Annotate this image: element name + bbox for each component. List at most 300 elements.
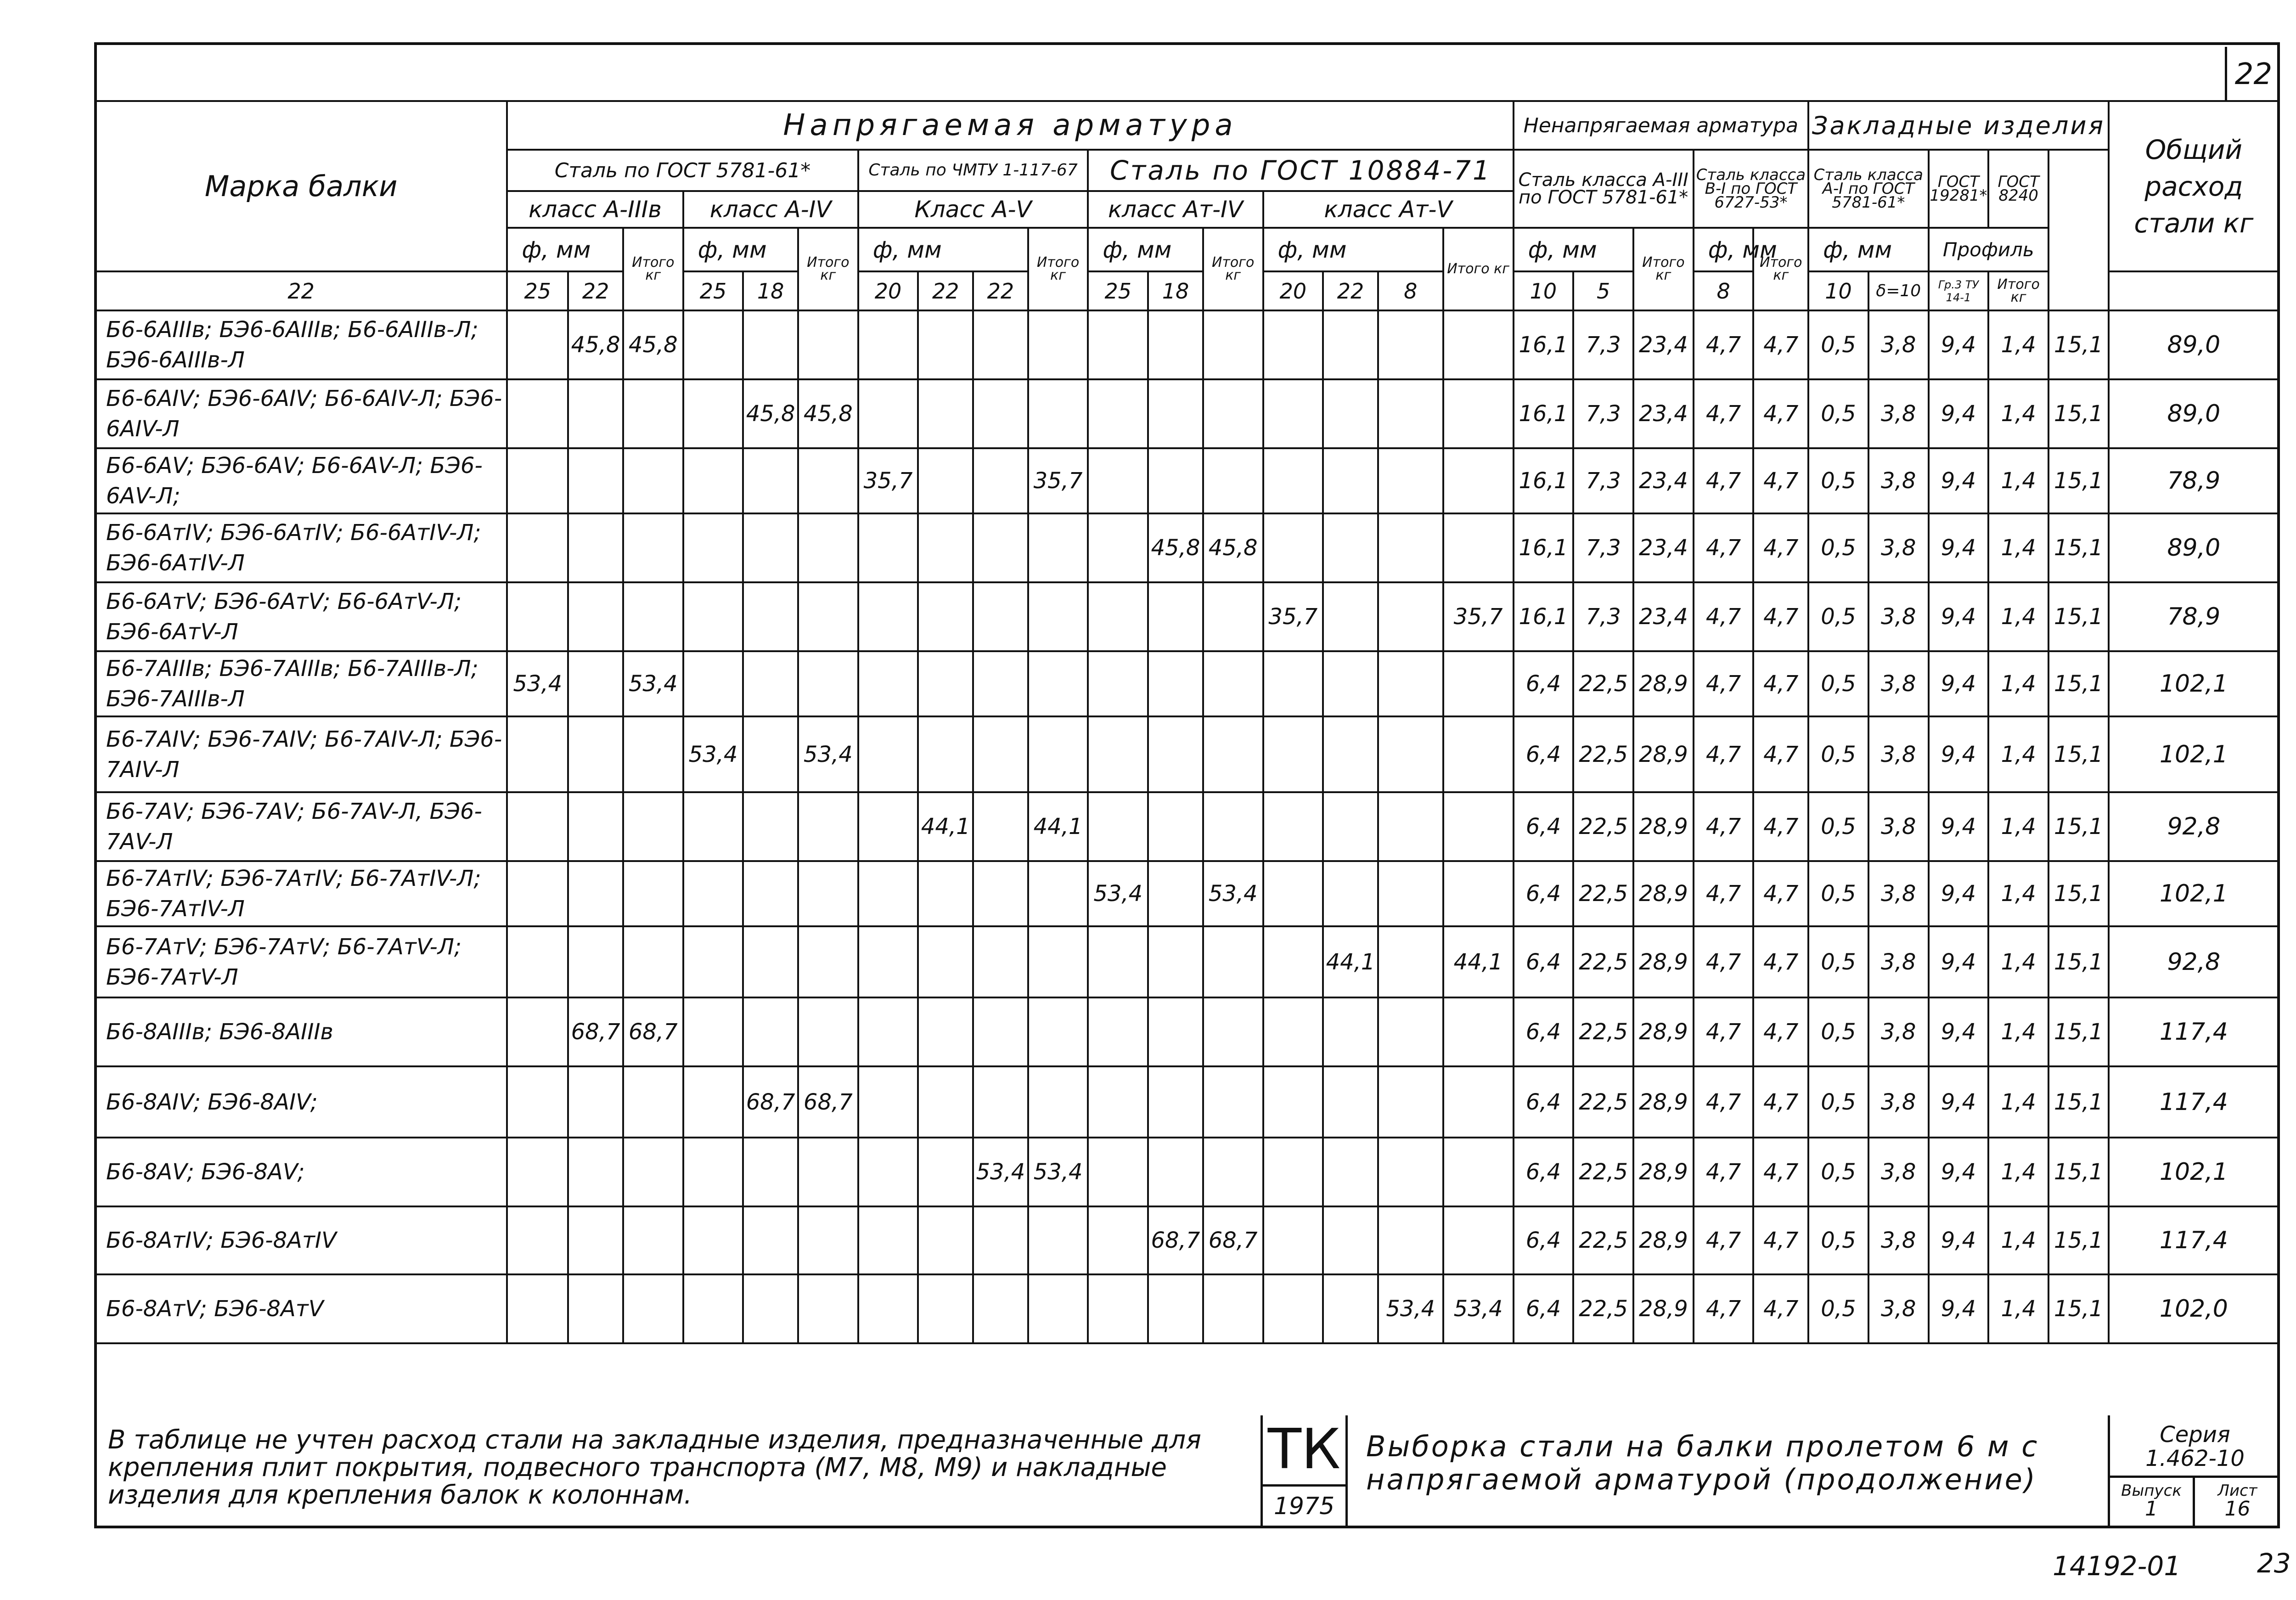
table-cell: 117,4 <box>2109 997 2279 1066</box>
table-cell <box>683 1138 743 1206</box>
table-cell <box>858 1066 918 1138</box>
table-cell <box>1088 926 1148 997</box>
table-cell: 3,8 <box>1868 792 1929 861</box>
table-cell <box>858 379 918 448</box>
table-cell <box>918 1206 973 1274</box>
table-cell: 0,5 <box>1808 513 1868 582</box>
table-cell: 15,1 <box>2048 861 2109 926</box>
table-cell <box>918 1066 973 1138</box>
row-marka: Б6-6АIV; БЭ6-6АIV; Б6-6АIV-Л; БЭ6-6АIV-Л <box>95 379 507 448</box>
table-cell: 44,1 <box>1443 926 1514 997</box>
table-cell: 1,4 <box>1988 513 2048 582</box>
table-cell <box>1088 310 1148 379</box>
table-cell <box>683 379 743 448</box>
table-cell: 89,0 <box>2109 513 2279 582</box>
table-cell <box>1263 379 1323 448</box>
table-cell <box>858 310 918 379</box>
table-cell: 3,8 <box>1868 997 1929 1066</box>
series-label: Серия <box>2160 1422 2230 1448</box>
table-cell <box>1028 651 1088 716</box>
table-cell <box>743 651 798 716</box>
table-cell <box>973 1066 1028 1138</box>
table-cell: 3,8 <box>1868 310 1929 379</box>
table-cell <box>1028 310 1088 379</box>
table-cell: 4,7 <box>1694 1274 1754 1343</box>
table-cell: 28,9 <box>1633 1206 1694 1274</box>
table-cell: 15,1 <box>2048 310 2109 379</box>
table-cell <box>1378 926 1443 997</box>
table-cell: 6,4 <box>1514 1274 1574 1343</box>
table-cell: 4,7 <box>1694 861 1754 926</box>
table-cell <box>1088 448 1148 513</box>
table-cell <box>1148 582 1203 651</box>
table-cell <box>623 1138 683 1206</box>
table-row <box>95 926 2279 997</box>
table-cell <box>1323 379 1378 448</box>
table-cell: 44,1 <box>1028 792 1088 861</box>
table-cell <box>1378 448 1443 513</box>
table-cell <box>918 716 973 792</box>
table-cell <box>798 310 858 379</box>
table-cell: 6,4 <box>1514 651 1574 716</box>
table-cell: 15,1 <box>2048 651 2109 716</box>
table-row <box>95 1138 2279 1206</box>
table-cell <box>683 310 743 379</box>
table-cell <box>918 1138 973 1206</box>
table-cell <box>1088 716 1148 792</box>
row-marka: Б6-7АтIV; БЭ6-7АтIV; Б6-7АтIV-Л; БЭ6-7АтIV-Л <box>95 861 507 926</box>
table-cell <box>1088 792 1148 861</box>
table-cell <box>568 926 623 997</box>
header-gost5781: Сталь по ГОСТ 5781-61* <box>507 150 858 191</box>
table-cell: 102,1 <box>2109 716 2279 792</box>
header-d22-aiiib: 22 <box>95 271 507 310</box>
table-cell: 7,3 <box>1573 379 1633 448</box>
header-d22-ativ: 22 <box>973 271 1028 310</box>
table-cell <box>1263 513 1323 582</box>
table-cell <box>623 513 683 582</box>
header-d22-av: 22 <box>918 271 973 310</box>
table-cell: 0,5 <box>1808 379 1868 448</box>
table-cell <box>743 310 798 379</box>
header-d25-ativ: 25 <box>1088 271 1148 310</box>
table-cell <box>743 716 798 792</box>
table-cell: 4,7 <box>1753 1066 1808 1138</box>
table-cell <box>568 379 623 448</box>
table-cell <box>1323 651 1378 716</box>
sheet-cell <box>2195 1478 2280 1528</box>
table-cell <box>1443 651 1514 716</box>
table-cell <box>1323 997 1378 1066</box>
table-cell <box>1203 926 1263 997</box>
table-cell: 53,4 <box>1088 861 1148 926</box>
table-cell: 23,4 <box>1633 582 1694 651</box>
issue-value: 1 <box>2145 1497 2158 1521</box>
table-cell: 4,7 <box>1753 1138 1808 1206</box>
table-cell <box>1028 1274 1088 1343</box>
table-cell: 4,7 <box>1753 310 1808 379</box>
header-phi-aiv: ф, мм <box>683 228 798 271</box>
table-cell: 9,4 <box>1929 1206 1989 1274</box>
table-cell <box>1323 448 1378 513</box>
table-cell: 16,1 <box>1514 582 1574 651</box>
table-cell: 22,5 <box>1573 1206 1633 1274</box>
table-cell: 7,3 <box>1573 310 1633 379</box>
table-cell: 92,8 <box>2109 926 2279 997</box>
table-cell: 117,4 <box>2109 1206 2279 1274</box>
sheet-value: 16 <box>2224 1497 2251 1521</box>
table-cell: 9,4 <box>1929 716 1989 792</box>
header-d5-bi: 5 <box>1573 271 1633 310</box>
table-cell: 1,4 <box>1988 310 2048 379</box>
table-cell: 23,4 <box>1633 379 1694 448</box>
table-cell <box>918 651 973 716</box>
table-cell: 53,4 <box>623 651 683 716</box>
table-cell <box>683 1066 743 1138</box>
sheet-label: Лист <box>2217 1482 2257 1500</box>
table-cell <box>683 513 743 582</box>
table-cell <box>568 1206 623 1274</box>
table-cell: 9,4 <box>1929 861 1989 926</box>
table-cell: 16,1 <box>1514 379 1574 448</box>
table-cell: 15,1 <box>2048 997 2109 1066</box>
table-cell: 117,4 <box>2109 1066 2279 1138</box>
table-cell <box>1088 1138 1148 1206</box>
table-cell: 9,4 <box>1929 792 1989 861</box>
table-cell <box>1323 792 1378 861</box>
header-class-aiiib: класс А-IIIв <box>507 191 683 228</box>
publisher-block <box>1261 1415 1348 1528</box>
table-cell <box>507 379 568 448</box>
table-cell <box>1263 997 1323 1066</box>
header-total-ativ: Итого кг <box>1203 228 1263 310</box>
table-cell <box>1148 1138 1203 1206</box>
header-d10-aiii: 10 <box>1514 271 1574 310</box>
table-cell <box>623 792 683 861</box>
table-cell <box>798 651 858 716</box>
table-cell <box>918 861 973 926</box>
header-class-atv: класс Ат-V <box>1263 191 1514 228</box>
table-cell <box>1263 716 1323 792</box>
table-cell <box>507 997 568 1066</box>
table-cell <box>743 582 798 651</box>
table-cell: 0,5 <box>1808 1066 1868 1138</box>
table-cell <box>798 448 858 513</box>
table-cell <box>568 792 623 861</box>
table-cell <box>1203 448 1263 513</box>
table-cell <box>918 310 973 379</box>
table-cell: 4,7 <box>1753 448 1808 513</box>
header-total-bi: Итого кг <box>1753 228 1808 310</box>
table-cell <box>743 997 798 1066</box>
header-total-atv: Итого кг <box>1443 228 1514 310</box>
row-marka: Б6-6АIIIв; БЭ6-6АIIIв; Б6-6АIIIв-Л; БЭ6-6АIIIв-Л <box>95 310 507 379</box>
sheet-title: Выборка стали на балки пролетом 6 м с напрягаемой арматурой (продолжение) <box>1366 1430 2039 1496</box>
header-steel-ai-emb: Сталь класса А-I по ГОСТ 5781-61* <box>1808 150 1928 228</box>
table-cell <box>1203 310 1263 379</box>
row-marka: Б6-7АIV; БЭ6-7АIV; Б6-7АIV-Л; БЭ6-7АIV-Л <box>95 716 507 792</box>
table-cell: 4,7 <box>1694 379 1754 448</box>
table-row <box>95 582 2279 651</box>
table-cell: 6,4 <box>1514 1138 1574 1206</box>
table-cell <box>1148 651 1203 716</box>
table-cell <box>1088 582 1148 651</box>
table-cell <box>743 926 798 997</box>
table-cell <box>1378 716 1443 792</box>
table-cell <box>1028 379 1088 448</box>
table-cell: 9,4 <box>1929 1274 1989 1343</box>
table-cell <box>1443 716 1514 792</box>
table-cell: 9,4 <box>1929 997 1989 1066</box>
table-cell: 15,1 <box>2048 379 2109 448</box>
table-row <box>95 310 2279 379</box>
header-total-av: Итого кг <box>1028 228 1088 310</box>
table-cell <box>973 513 1028 582</box>
table-cell <box>1088 1274 1148 1343</box>
table-cell <box>798 1274 858 1343</box>
table-cell: 4,7 <box>1694 1066 1754 1138</box>
table-cell <box>1028 513 1088 582</box>
table-cell <box>1263 926 1323 997</box>
table-cell <box>1203 1138 1263 1206</box>
table-cell <box>683 651 743 716</box>
table-cell: 68,7 <box>798 1066 858 1138</box>
page-number: 22 <box>2225 47 2280 102</box>
table-cell <box>1028 997 1088 1066</box>
table-cell: 4,7 <box>1753 582 1808 651</box>
header-class-av: Класс А-V <box>858 191 1088 228</box>
table-cell <box>973 310 1028 379</box>
table-cell <box>1378 792 1443 861</box>
table-cell <box>683 926 743 997</box>
table-cell <box>1203 1274 1263 1343</box>
table-cell: 53,4 <box>1443 1274 1514 1343</box>
table-cell <box>973 716 1028 792</box>
table-cell <box>918 926 973 997</box>
table-cell: 22,5 <box>1573 997 1633 1066</box>
table-cell <box>507 310 568 379</box>
table-row <box>95 448 2279 513</box>
header-embedded: Закладные изделия <box>1808 101 2109 150</box>
table-cell <box>507 1206 568 1274</box>
table-cell: 0,5 <box>1808 1206 1868 1274</box>
table-cell: 45,8 <box>568 310 623 379</box>
table-cell <box>568 861 623 926</box>
table-cell: 22,5 <box>1573 1066 1633 1138</box>
row-marka: Б6-6АV; БЭ6-6АV; Б6-6АV-Л; БЭ6-6АV-Л; <box>95 448 507 513</box>
table-cell: 0,5 <box>1808 997 1868 1066</box>
table-cell: 15,1 <box>2048 1138 2109 1206</box>
table-cell: 0,5 <box>1808 448 1868 513</box>
table-cell <box>1203 1066 1263 1138</box>
table-cell <box>1263 792 1323 861</box>
header-d22-atv: 22 <box>1323 271 1378 310</box>
table-cell <box>1323 716 1378 792</box>
row-marka: Б6-6АтIV; БЭ6-6АтIV; Б6-6АтIV-Л; БЭ6-6АтIV-Л <box>95 513 507 582</box>
table-cell: 1,4 <box>1988 379 2048 448</box>
table-cell: 1,4 <box>1988 582 2048 651</box>
table-cell <box>568 1274 623 1343</box>
table-cell <box>1148 1066 1203 1138</box>
table-cell: 3,8 <box>1868 1206 1929 1274</box>
table-cell: 4,7 <box>1694 310 1754 379</box>
table-cell: 45,8 <box>798 379 858 448</box>
table-row <box>95 1066 2279 1138</box>
table-cell <box>973 582 1028 651</box>
table-cell <box>798 792 858 861</box>
table-cell: 22,5 <box>1573 1138 1633 1206</box>
table-cell <box>858 997 918 1066</box>
table-cell <box>973 926 1028 997</box>
table-cell <box>1148 1274 1203 1343</box>
table-cell <box>683 582 743 651</box>
table-cell <box>1378 861 1443 926</box>
table-cell: 9,4 <box>1929 926 1989 997</box>
table-cell: 15,1 <box>2048 1206 2109 1274</box>
row-marka: Б6-8АIIIв; БЭ6-8АIIIв <box>95 997 507 1066</box>
table-cell: 16,1 <box>1514 310 1574 379</box>
table-cell <box>743 1138 798 1206</box>
table-row <box>95 1274 2279 1343</box>
table-cell <box>798 513 858 582</box>
table-cell <box>1148 926 1203 997</box>
table-cell <box>623 448 683 513</box>
header-total-emb: Итого кг <box>1988 271 2048 310</box>
table-cell <box>1263 1274 1323 1343</box>
table-cell: 4,7 <box>1694 792 1754 861</box>
table-cell <box>743 861 798 926</box>
header-grad: Гр.3 ТУ 14-1 <box>1929 271 1989 310</box>
table-cell: 9,4 <box>1929 1138 1989 1206</box>
row-marka: Б6-8АтIV; БЭ6-8АтIV <box>95 1206 507 1274</box>
header-phi-ai-emb: ф, мм <box>1808 228 1928 271</box>
table-cell <box>973 1274 1028 1343</box>
header-total-aiiib: Итого кг <box>623 228 683 310</box>
table-cell: 7,3 <box>1573 513 1633 582</box>
header-total-aiii: Итого кг <box>1633 228 1694 310</box>
table-cell <box>1443 1206 1514 1274</box>
table-cell <box>1203 379 1263 448</box>
table-cell <box>798 1138 858 1206</box>
table-cell <box>507 926 568 997</box>
table-cell: 89,0 <box>2109 310 2279 379</box>
table-cell <box>623 926 683 997</box>
table-cell: 6,4 <box>1514 792 1574 861</box>
table-cell: 23,4 <box>1633 513 1694 582</box>
table-row <box>95 792 2279 861</box>
table-cell: 3,8 <box>1868 1066 1929 1138</box>
table-cell <box>918 448 973 513</box>
table-cell <box>507 1066 568 1138</box>
table-cell <box>743 448 798 513</box>
table-cell: 9,4 <box>1929 379 1989 448</box>
table-cell <box>973 792 1028 861</box>
table-cell <box>918 997 973 1066</box>
table-cell: 68,7 <box>743 1066 798 1138</box>
table-cell: 9,4 <box>1929 1066 1989 1138</box>
header-d20-av: 20 <box>858 271 918 310</box>
table-cell <box>918 513 973 582</box>
table-cell <box>1148 716 1203 792</box>
table-cell <box>1378 997 1443 1066</box>
table-cell: 23,4 <box>1633 310 1694 379</box>
row-marka: Б6-8АтV; БЭ6-8АтV <box>95 1274 507 1343</box>
table-cell <box>1378 1206 1443 1274</box>
table-row <box>95 997 2279 1066</box>
table-cell <box>1323 861 1378 926</box>
table-cell: 102,1 <box>2109 861 2279 926</box>
table-cell: 68,7 <box>1148 1206 1203 1274</box>
table-cell: 102,1 <box>2109 1138 2279 1206</box>
table-cell <box>1443 310 1514 379</box>
table-cell: 3,8 <box>1868 448 1929 513</box>
table-cell <box>1148 448 1203 513</box>
table-cell: 4,7 <box>1694 926 1754 997</box>
table-cell: 0,5 <box>1808 310 1868 379</box>
table-row <box>95 716 2279 792</box>
header-marka: Марка балки <box>95 101 507 271</box>
table-cell: 78,9 <box>2109 582 2279 651</box>
header-phi-atv: ф, мм <box>1263 228 1443 271</box>
row-marka: Б6-6АтV; БЭ6-6АтV; Б6-6АтV-Л; БЭ6-6АтV-Л <box>95 582 507 651</box>
table-cell: 4,7 <box>1753 792 1808 861</box>
table-cell: 0,5 <box>1808 651 1868 716</box>
table-cell: 9,4 <box>1929 310 1989 379</box>
table-cell: 35,7 <box>1443 582 1514 651</box>
table-cell <box>623 582 683 651</box>
table-cell: 1,4 <box>1988 861 2048 926</box>
table-cell <box>1028 716 1088 792</box>
table-cell: 22,5 <box>1573 1274 1633 1343</box>
table-cell <box>683 1274 743 1343</box>
table-cell: 4,7 <box>1694 651 1754 716</box>
table-cell <box>1028 582 1088 651</box>
table-cell <box>1443 1066 1514 1138</box>
table-cell <box>743 513 798 582</box>
table-cell: 4,7 <box>1694 716 1754 792</box>
table-cell <box>1088 379 1148 448</box>
table-cell: 23,4 <box>1633 448 1694 513</box>
table-cell <box>507 582 568 651</box>
table-cell <box>507 513 568 582</box>
table-cell: 6,4 <box>1514 861 1574 926</box>
table-cell: 16,1 <box>1514 448 1574 513</box>
table-cell: 35,7 <box>1028 448 1088 513</box>
table-cell: 1,4 <box>1988 716 2048 792</box>
table-cell: 22,5 <box>1573 651 1633 716</box>
series-block <box>2108 1415 2280 1528</box>
table-cell: 53,4 <box>683 716 743 792</box>
table-cell: 28,9 <box>1633 651 1694 716</box>
table-cell: 4,7 <box>1753 716 1808 792</box>
table-cell <box>798 1206 858 1274</box>
table-cell: 3,8 <box>1868 379 1929 448</box>
table-cell <box>507 861 568 926</box>
table-cell: 4,7 <box>1694 582 1754 651</box>
table-cell <box>858 1206 918 1274</box>
table-cell: 16,1 <box>1514 513 1574 582</box>
table-cell: 3,8 <box>1868 651 1929 716</box>
table-cell <box>743 1206 798 1274</box>
header-phi-aiii: ф, мм <box>1514 228 1633 271</box>
table-cell <box>1443 448 1514 513</box>
header-d8-aiii: 8 <box>1378 271 1443 310</box>
table-cell: 89,0 <box>2109 379 2279 448</box>
table-cell: 6,4 <box>1514 1206 1574 1274</box>
table-cell: 53,4 <box>973 1138 1028 1206</box>
table-cell: 0,5 <box>1808 926 1868 997</box>
table-cell <box>1378 310 1443 379</box>
